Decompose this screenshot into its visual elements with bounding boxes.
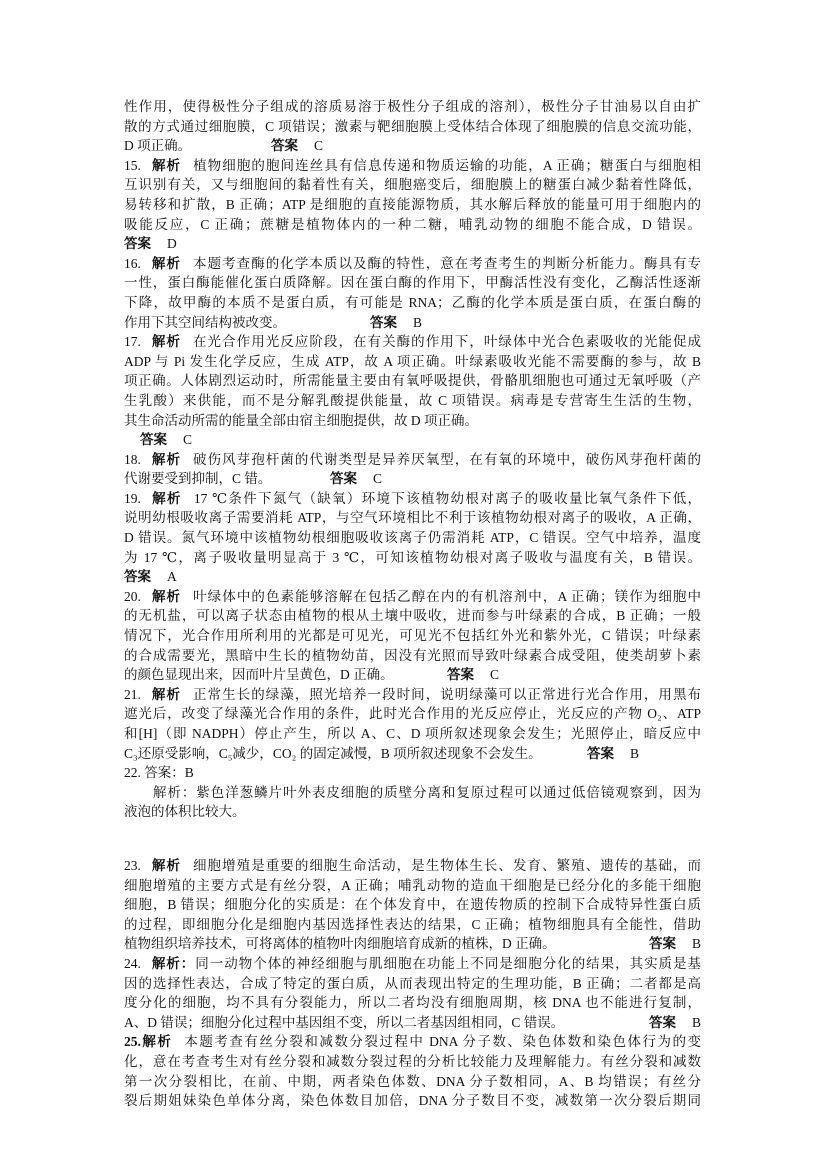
body-text: 其生命活动所需的能量全部由宿主细胞提供，故 D 项正确。 xyxy=(124,412,478,428)
text-line xyxy=(124,646,701,666)
analysis-label: 解析 xyxy=(150,686,182,702)
question-number: 16. xyxy=(124,255,141,271)
text-line xyxy=(124,450,701,470)
body-text: D 项正确。 xyxy=(124,138,192,154)
text-line xyxy=(124,508,701,528)
text-line xyxy=(124,273,701,293)
text-line xyxy=(124,528,701,548)
text-line xyxy=(124,685,701,705)
text-line xyxy=(124,783,701,803)
document-body xyxy=(124,97,701,1111)
body-text: 和[H]（即 NADPH）停止产生，所以 A、C、D 项所叙述现象会发生；光照停止，暗反应中 xyxy=(124,726,701,741)
body-text: 项正确。人体剧烈运动时，所需能量主要由有氧呼吸提供，骨骼肌细胞也可通过无氧呼吸（产 xyxy=(124,373,701,389)
body-text: 正常生长的绿藻，照光培养一段时间，说明绿藻可以正常进行光合作用，用黑布 xyxy=(193,686,702,702)
question-number: 17. xyxy=(124,334,141,350)
text-line xyxy=(124,744,701,764)
question-number: 21. xyxy=(124,686,141,702)
body-text: 17 ℃条件下氮气（缺氧）环境下该植物幼根对离子的吸收量比氧气条件下低， xyxy=(193,490,702,506)
analysis-label: 25.解析 xyxy=(124,1034,173,1050)
body-text: ADP 与 Pi 发生化学反应，生成 ATP，故 A 项正确。叶绿素吸收光能不需要酶的参与，故 B xyxy=(124,353,701,369)
answer xyxy=(140,430,192,450)
answer-value: C xyxy=(314,138,324,154)
body-text: 作用下其空间结构被改变。 xyxy=(124,314,286,330)
body-text: 代谢要受到抑制，C 错。 xyxy=(124,471,272,487)
text-line xyxy=(124,371,701,391)
body-text: 因的选择性表达，合成了特定的蛋白质，从而表现出特定的生理功能，B 正确；二者都是高 xyxy=(124,975,701,991)
answer xyxy=(649,1013,701,1033)
answer xyxy=(649,934,701,954)
text-line xyxy=(124,1032,701,1052)
text-line xyxy=(124,876,701,896)
body-text: 细胞增殖是重要的细胞生命活动，是生物体生长、发育、繁殖、遗传的基础，而 xyxy=(193,857,702,873)
body-text: A、D 错误；细胞分化过程中基因组不变，所以二者基因组相同，C 错误。 xyxy=(124,1014,565,1030)
answer xyxy=(271,136,323,156)
question-number: 15. xyxy=(124,157,141,173)
text-line xyxy=(124,606,701,626)
text-line xyxy=(124,1091,701,1111)
text-line xyxy=(124,954,701,974)
text-line xyxy=(124,117,701,137)
body-text: 解析：紫色洋葱鳞片叶外表皮细胞的质壁分离和复原过程可以通过低倍镜观察到，因为 xyxy=(153,784,701,800)
text-line xyxy=(124,469,701,489)
text-line xyxy=(124,489,701,509)
answer-value: A xyxy=(167,569,177,585)
body-text: 22. 答案：B xyxy=(124,765,194,781)
body-text: D 错误。氮气环境中该植物幼根细胞吸收该离子仍需消耗 ATP，C 错误。空气中培养，温度 xyxy=(124,530,701,546)
answer xyxy=(370,313,422,333)
question-number: 20. xyxy=(124,588,141,604)
body-text: 情况下，光合作用所利用的光都是可见光，可见光不包括红外光和紫外光，C 错误；叶绿素 xyxy=(124,628,701,644)
answer-value: D xyxy=(167,236,177,252)
body-text: 第一次分裂相比，在前、中期，两者染色体数、DNA 分子数相同，A、B 均错误；有丝分 xyxy=(124,1073,701,1089)
answer-label: 答案 xyxy=(648,936,676,952)
answer-label: 答案 xyxy=(140,432,167,448)
answer-label: 答案 xyxy=(330,471,357,487)
text-line xyxy=(124,313,701,333)
body-text: 易转移和扩散，B 正确；ATP 是细胞的直接能源物质，其水解后释放的能量可用于细胞内的 xyxy=(124,196,701,212)
body-text: C₃还原受影响，C₅减少，CO₂ 的固定减慢，B 项所叙述现象不会发生。 xyxy=(124,745,542,761)
text-line xyxy=(124,665,701,685)
question-number: 18. xyxy=(124,451,141,467)
analysis-label: 解析 xyxy=(150,334,182,350)
body-text: 吸能反应，C 正确；蔗糖是植物体内的一种二糖，哺乳动物的细胞不能合成，D 错误。 xyxy=(124,216,701,232)
body-text: 一性，蛋白酶能催化蛋白质降解。因在蛋白酶的作用下，甲酶活性没有变化，乙酶活性逐渐 xyxy=(124,275,701,291)
answer-value: B xyxy=(413,314,423,330)
text-line xyxy=(124,391,701,411)
body-text: 散的方式通过细胞膜，C 项错误；激素与靶细胞膜上受体结合体现了细胞膜的信息交流功能， xyxy=(124,118,701,134)
analysis-label: 解析 xyxy=(150,255,182,271)
analysis-label: 解析： xyxy=(150,955,196,971)
analysis-label: 解析 xyxy=(150,857,182,873)
answer-value: C xyxy=(183,432,193,448)
body-text: 在光合作用光反应阶段，在有关酶的作用下，叶绿体中光合色素吸收的光能促成 xyxy=(193,334,702,350)
answer-value: B xyxy=(691,936,701,952)
answer-label: 答案 xyxy=(271,138,298,154)
text-line xyxy=(124,97,701,117)
text-line xyxy=(124,626,701,646)
body-text: 液泡的体积比较大。 xyxy=(124,804,246,820)
answer xyxy=(587,744,639,764)
answer-value: B xyxy=(630,745,640,761)
text-line xyxy=(124,763,701,783)
body-text: 的合成需要光，黑暗中生长的植物幼苗，因没有光照而导致叶绿素合成受阻，使类胡萝卜素 xyxy=(124,647,701,663)
text-line xyxy=(124,1072,701,1092)
body-text: 破伤风芽孢杆菌的代谢类型是异养厌氧型，在有氧的环境中，破伤风芽孢杆菌的 xyxy=(193,451,702,467)
answer-label: 答案 xyxy=(587,745,614,761)
answer-value: C xyxy=(373,471,383,487)
question-number: 23. xyxy=(124,857,141,873)
body-text: 度分化的细胞，均不具有分裂能力，所以二者均没有细胞周期，核 DNA 也不能进行复制， xyxy=(124,995,701,1011)
text-line xyxy=(124,352,701,372)
text-line xyxy=(124,993,701,1013)
answer-label: 答案 xyxy=(648,1014,676,1030)
answer-value: C xyxy=(490,667,500,683)
text-line xyxy=(124,215,701,235)
analysis-label: 解析 xyxy=(150,588,182,604)
body-text: 本题考查有丝分裂和减数分裂过程中 DNA 分子数、染色体数和染色体行为的变 xyxy=(184,1034,701,1050)
body-text: 遮光后，改变了绿藻光合作用的条件，此时光合作用的光反应停止，光反应的产物 O₂、ATP xyxy=(124,706,701,722)
body-text: 植物组织培养技术，可将离体的植物叶肉细胞培育成新的植株，D 正确。 xyxy=(124,936,556,952)
answer-value: B xyxy=(691,1014,701,1030)
answer xyxy=(124,567,177,587)
answer-label: 答案 xyxy=(447,667,474,683)
text-line xyxy=(124,1052,701,1072)
text-line xyxy=(124,332,701,352)
text-line xyxy=(124,802,701,822)
text-line xyxy=(124,704,701,724)
text-line xyxy=(124,195,701,215)
text-line xyxy=(124,430,701,450)
text-line xyxy=(124,136,701,156)
body-text: 的无机盐，可以离子状态由植物的根从土壤中吸收，进而参与叶绿素的合成，B 正确；一般 xyxy=(124,608,701,624)
body-text: 同一动物个体的神经细胞与肌细胞在功能上不同是细胞分化的结果，其实质是基 xyxy=(195,955,702,971)
text-line xyxy=(124,856,701,876)
text-line xyxy=(124,974,701,994)
body-text: 生乳酸）来供能，而不是分解乳酸提供能量，故 C 项错误。病毒是专营寄生生活的生物， xyxy=(124,392,701,408)
body-text: 性作用，使得极性分子组成的溶质易溶于极性分子组成的溶剂），极性分子甘油易以自由扩 xyxy=(124,99,701,114)
text-line xyxy=(124,175,701,195)
body-text: 化，意在考查考生对有丝分裂和减数分裂过程的分析比较能力及理解能力。有丝分裂和减数 xyxy=(124,1053,701,1069)
body-text: 为 17 ℃，离子吸收量明显高于 3 ℃，可知该植物幼根对离子吸收与温度有关，B 错误。 xyxy=(124,549,701,565)
text-line xyxy=(124,915,701,935)
answer xyxy=(330,469,382,489)
body-text: 植物细胞的胞间连丝具有信息传递和物质运输的功能，A 正确；糖蛋白与细胞相 xyxy=(193,157,702,173)
body-text: 说明幼根吸收离子需要消耗 ATP，与空气环境相比不利于该植物幼根对离子的吸收，A 正确， xyxy=(124,510,701,526)
text-line xyxy=(124,567,701,587)
answer-label: 答案 xyxy=(124,236,151,252)
text-line xyxy=(124,156,701,176)
body-text: 互识别有关，又与细胞间的黏着性有关，细胞癌变后，细胞膜上的糖蛋白减少黏着性降低， xyxy=(124,177,701,193)
text-line xyxy=(124,234,701,254)
body-text: 下降，故甲酶的本质不是蛋白质，有可能是 RNA；乙酶的化学本质是蛋白质，在蛋白酶的 xyxy=(124,294,701,310)
body-text: 本题考查酶的化学本质以及酶的特性，意在考查考生的判断分析能力。酶具有专 xyxy=(193,255,702,271)
text-line xyxy=(124,587,701,607)
analysis-label: 解析 xyxy=(150,451,182,467)
text-line xyxy=(124,293,701,313)
answer xyxy=(447,665,499,685)
text-line xyxy=(124,548,701,568)
body-text: 的过程，即细胞分化是细胞内基因选择性表达的结果，C 正确；植物细胞具有全能性，借助 xyxy=(124,916,701,932)
body-text: 的颜色显现出来，因而叶片呈黄色，D 正确。 xyxy=(124,667,394,683)
text-line xyxy=(124,724,701,744)
text-line xyxy=(124,934,701,954)
body-text: 细胞，B 错误；细胞分化的实质是：在个体发育中，在遗传物质的控制下合成特异性蛋白质 xyxy=(124,897,701,913)
question-number: 19. xyxy=(124,490,141,506)
body-text: 细胞增殖的主要方式是有丝分裂，A 正确；哺乳动物的造血干细胞是已经分化的多能干细胞 xyxy=(124,877,701,893)
text-line xyxy=(124,1013,701,1033)
answer-label: 答案 xyxy=(124,569,151,585)
analysis-label: 解析 xyxy=(150,157,182,173)
text-line xyxy=(124,411,701,431)
body-text: 叶绿体中的色素能够溶解在包括乙醇在内的有机溶剂中，A 正确；镁作为细胞中 xyxy=(193,588,702,604)
text-line xyxy=(124,895,701,915)
answer-label: 答案 xyxy=(370,314,397,330)
question-number: 24. xyxy=(124,955,141,971)
text-line xyxy=(124,254,701,274)
answer xyxy=(124,234,177,254)
body-text: 裂后期姐妹染色单体分离，染色体数目加倍，DNA 分子数目不变，减数第一次分裂后期同 xyxy=(124,1093,701,1109)
analysis-label: 解析 xyxy=(150,490,182,506)
